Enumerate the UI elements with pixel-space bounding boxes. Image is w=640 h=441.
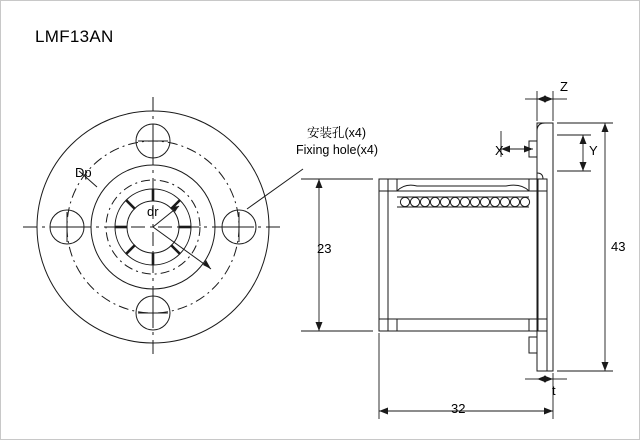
dim-x-label: X	[495, 143, 504, 158]
fixing-hole-callout-leader	[247, 169, 303, 209]
technical-drawing	[1, 1, 640, 441]
flange-plate	[537, 123, 553, 371]
dim-x	[501, 131, 533, 157]
ball-row-top	[397, 197, 530, 207]
page-title: LMF13AN	[35, 27, 114, 46]
fixing-hole-label-en: Fixing hole(x4)	[296, 143, 378, 157]
dim-z-label: Z	[560, 79, 568, 94]
dim-t	[525, 376, 567, 383]
dim-32-label: 32	[451, 401, 466, 416]
fixing-hole-label-cn: 安装孔(x4)	[307, 126, 367, 140]
cage-profile	[397, 185, 529, 191]
fillet-detail	[537, 173, 543, 179]
dim-t-label: t	[552, 383, 556, 398]
front-view-group	[23, 97, 283, 357]
dim-32	[379, 333, 553, 419]
dim-z	[525, 91, 567, 121]
dp-label: Dp	[75, 165, 92, 180]
dim-y	[557, 135, 591, 171]
side-view-group	[379, 123, 553, 371]
dim-43-label: 43	[611, 239, 626, 254]
flange-step-bottom	[529, 337, 537, 353]
dim-y-label: Y	[589, 143, 598, 158]
d-leader	[153, 227, 211, 269]
dr-label: dr	[147, 204, 159, 219]
dim-23-label: 23	[317, 241, 332, 256]
bearing-body-outline	[379, 179, 547, 331]
dim-43	[557, 123, 613, 371]
dim-23	[301, 179, 373, 331]
